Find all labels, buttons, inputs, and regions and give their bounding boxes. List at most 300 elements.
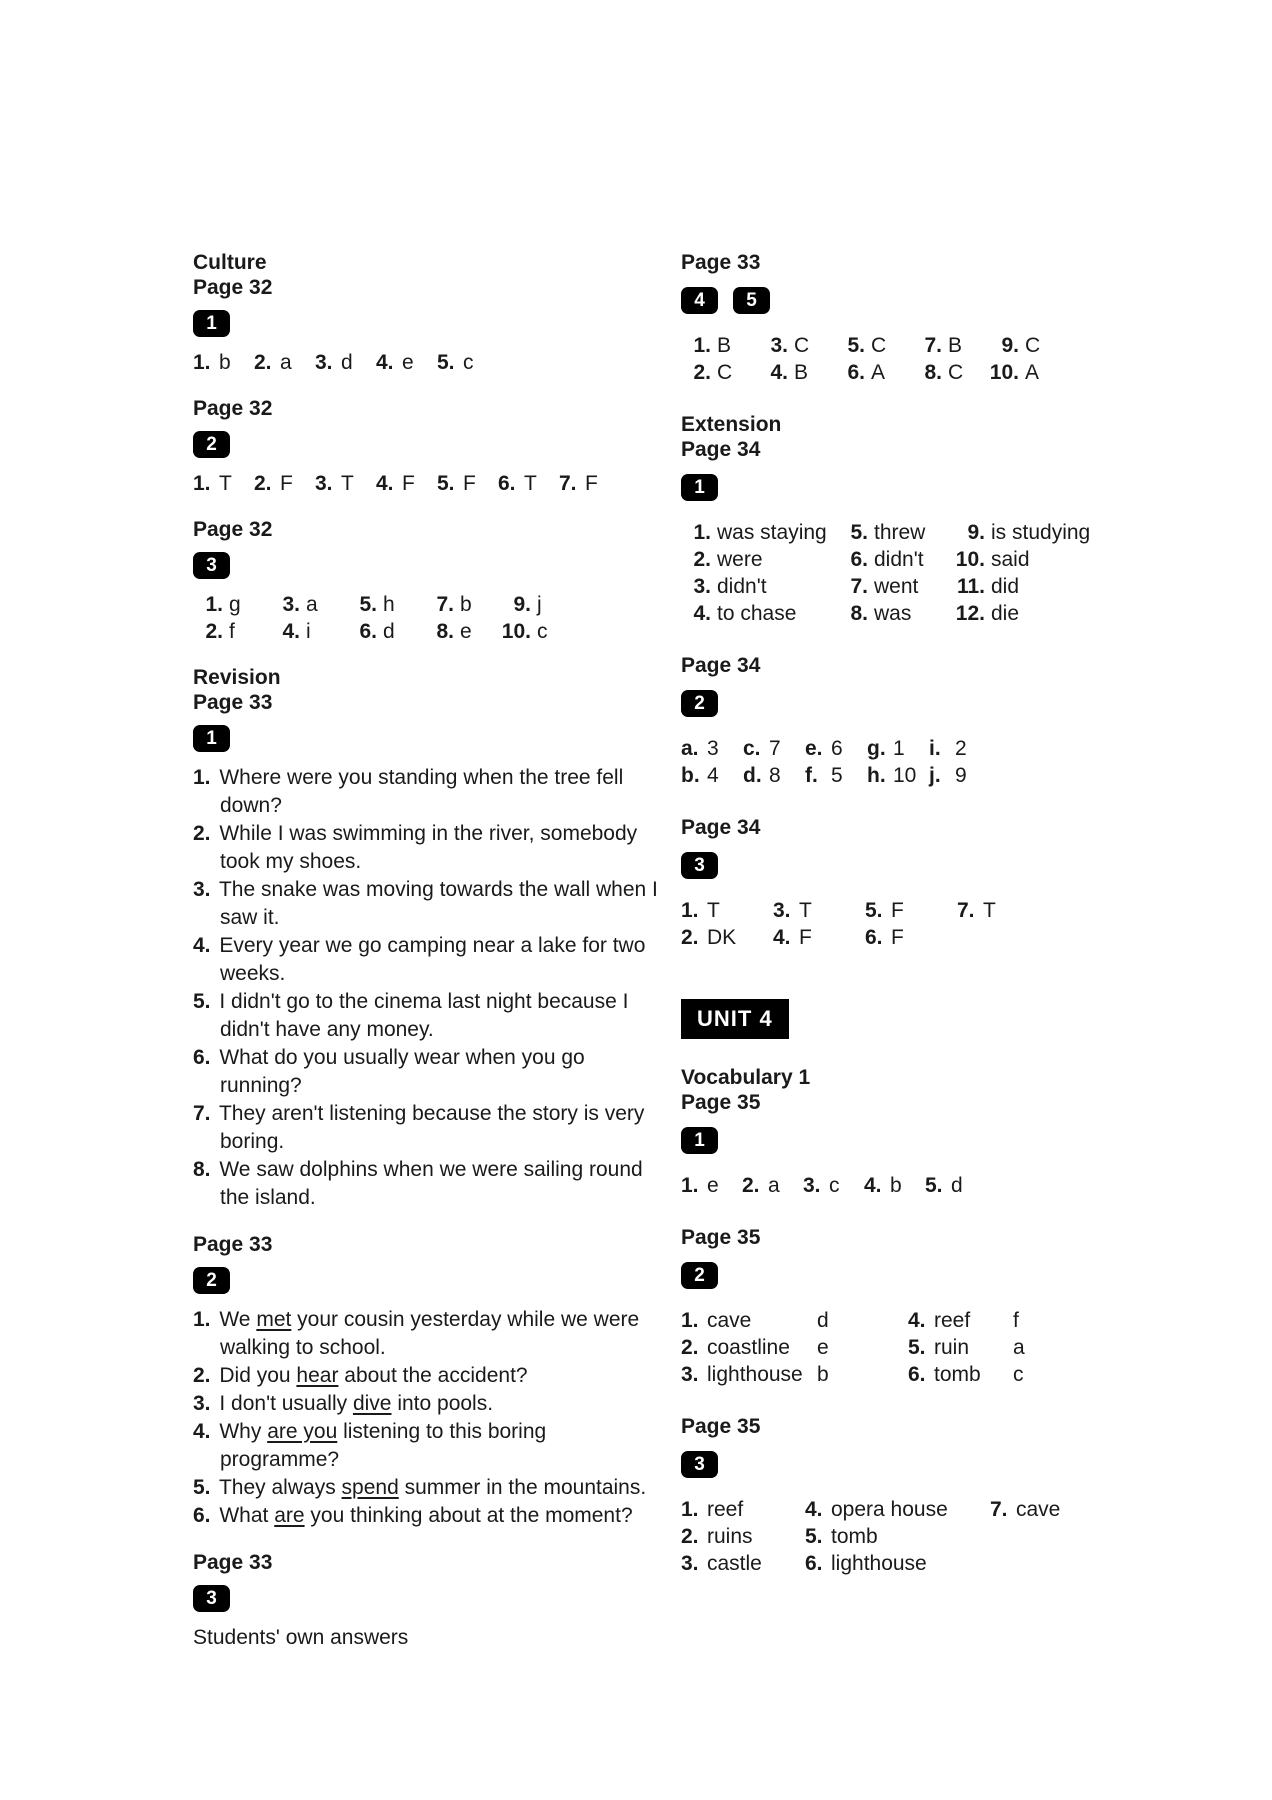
answer-value: reef — [934, 1309, 971, 1332]
answer-value: b — [460, 593, 472, 616]
answer-number: b. — [681, 764, 700, 787]
answer-value: said — [991, 548, 1030, 571]
answer-value: B — [717, 334, 732, 357]
answer-number: 2. — [681, 1525, 699, 1548]
answer-number: i. — [929, 737, 941, 760]
sentence-number: 1. — [193, 1308, 211, 1331]
answer-cell — [681, 735, 743, 762]
answer-number: 4. — [693, 602, 711, 625]
answer-cell — [681, 762, 743, 789]
answer-number: 10. — [989, 361, 1019, 384]
answer-cell — [742, 1172, 803, 1199]
answer-number: 7. — [957, 899, 975, 922]
underlined-word: hear — [296, 1364, 339, 1387]
match-letter-cell — [817, 1334, 908, 1361]
answer-number: 4. — [805, 1498, 823, 1521]
answer-cell — [681, 1523, 805, 1550]
answer-row — [681, 600, 1141, 627]
answer-cell — [270, 618, 347, 645]
answer-cell — [805, 1523, 990, 1550]
answer-number: 7. — [850, 575, 868, 598]
answer-value: 4 — [707, 764, 719, 787]
answer-number: 3. — [681, 1363, 699, 1386]
answer-cell — [315, 470, 376, 497]
answer-value: F — [891, 899, 904, 922]
answer-value: B — [794, 361, 809, 384]
answer-row — [681, 519, 1141, 546]
answer-value: F — [402, 472, 415, 495]
answer-value: 8 — [769, 764, 781, 787]
answer-cell — [838, 573, 955, 600]
answer-value: is studying — [991, 521, 1091, 544]
answer-number: 2. — [681, 1336, 699, 1359]
exercise-number-badge: 5 — [733, 287, 770, 314]
answer-row — [681, 897, 1141, 924]
answer-value: opera house — [831, 1498, 948, 1521]
exercise-badges — [193, 552, 670, 579]
answer-value: F — [891, 926, 904, 949]
answer-value: c — [463, 351, 474, 374]
answer-number: 1. — [681, 899, 699, 922]
answer-cell — [681, 1172, 742, 1199]
answer-number: f. — [805, 764, 818, 787]
answer-cell — [912, 359, 989, 386]
underlined-word: are you — [267, 1420, 338, 1443]
answer-cell — [805, 1550, 990, 1577]
sentence-text: Every year we go camping near a lake for two weeks. — [219, 934, 646, 985]
answer-row — [681, 1334, 1141, 1361]
answer-value: 1 — [893, 737, 905, 760]
section-heading: Extension — [681, 413, 782, 436]
answer-number: 9. — [513, 593, 531, 616]
sentence-item — [193, 1100, 670, 1156]
page-ref: Page 33 — [681, 251, 761, 274]
answer-number: 8. — [436, 620, 454, 643]
answer-grid — [681, 519, 1141, 627]
answer-row — [193, 349, 670, 376]
sentence-number: 2. — [193, 822, 211, 845]
section-heading: Revision — [193, 666, 281, 689]
page-ref: Page 34 — [681, 438, 761, 461]
answer-cell — [376, 349, 437, 376]
answer-number: 2. — [693, 361, 711, 384]
answer-number: j. — [929, 764, 941, 787]
sentence-item — [193, 876, 670, 932]
answer-row — [681, 1550, 1141, 1577]
exercise-badges — [681, 474, 1141, 501]
answer-cell — [681, 1334, 817, 1361]
sentence-text: about the accident? — [338, 1364, 528, 1387]
answer-value: 5 — [831, 764, 843, 787]
answer-cell — [990, 1496, 1060, 1523]
answer-cell — [805, 735, 867, 762]
note-text: Students' own answers — [193, 1626, 409, 1649]
answer-number: 3. — [282, 593, 300, 616]
answer-row — [681, 1307, 1141, 1334]
answer-number: 4. — [773, 926, 791, 949]
answer-value: F — [463, 472, 476, 495]
answer-value: 7 — [769, 737, 781, 760]
answer-cell — [867, 762, 929, 789]
answer-number: 5. — [908, 1336, 926, 1359]
answer-value: C — [717, 361, 733, 384]
sentence-number: 6. — [193, 1504, 211, 1527]
answer-value: A — [1025, 361, 1040, 384]
sentence-text: We saw dolphins when we were sailing round the island. — [219, 1158, 643, 1209]
answer-value: a — [280, 351, 292, 374]
answer-cell — [559, 470, 620, 497]
answer-value: coastline — [707, 1336, 790, 1359]
answer-row — [681, 359, 1141, 386]
answer-number: 9. — [1001, 334, 1019, 357]
match-letter-cell — [817, 1307, 908, 1334]
answer-number: 10. — [501, 620, 531, 643]
page-ref: Page 32 — [193, 397, 273, 420]
exercise-number-badge: 1 — [193, 310, 230, 337]
answer-value: did — [991, 575, 1020, 598]
answer-cell — [925, 1172, 986, 1199]
sentence-item — [193, 1474, 670, 1502]
answer-cell — [681, 1550, 805, 1577]
answer-cell — [838, 600, 955, 627]
answer-number: 9. — [967, 521, 985, 544]
answer-cell — [254, 470, 315, 497]
answer-grid — [681, 897, 1141, 951]
answer-cell — [912, 332, 989, 359]
answer-number: 1. — [193, 472, 211, 495]
answer-number: 10. — [955, 548, 985, 571]
exercise-badges — [681, 1127, 1141, 1154]
answer-row — [681, 1172, 1141, 1199]
answer-value: ruins — [707, 1525, 753, 1548]
answer-number: 6. — [847, 361, 865, 384]
exercise-number-badge: 1 — [681, 474, 718, 501]
answer-cell — [758, 359, 835, 386]
page-ref: Page 33 — [193, 1551, 273, 1574]
answer-value: c — [537, 620, 548, 643]
answer-row — [681, 573, 1141, 600]
answer-cell — [864, 1172, 925, 1199]
section-heading: Culture — [193, 251, 267, 274]
page-ref: Page 34 — [681, 816, 761, 839]
answer-cell — [758, 332, 835, 359]
answer-row — [681, 1496, 1141, 1523]
answer-value: to chase — [717, 602, 797, 625]
answer-cell — [254, 349, 315, 376]
page-ref: Page 34 — [681, 654, 761, 677]
page-ref: Page 32 — [193, 276, 273, 299]
answer-number: 6. — [498, 472, 516, 495]
answer-number: g. — [867, 737, 886, 760]
underlined-word: met — [256, 1308, 292, 1331]
answer-value: was staying — [717, 521, 827, 544]
match-letter-cell — [1013, 1361, 1024, 1388]
answer-number: 3. — [315, 351, 333, 374]
answer-number: h. — [867, 764, 886, 787]
sentence-item — [193, 820, 670, 876]
answer-value: A — [871, 361, 886, 384]
answer-number: 3. — [315, 472, 333, 495]
page-ref: Page 33 — [193, 1233, 273, 1256]
answer-cell — [805, 762, 867, 789]
match-letter: a — [1013, 1336, 1025, 1359]
answer-number: 6. — [850, 548, 868, 571]
answer-cell — [865, 897, 957, 924]
answer-number: 4. — [864, 1174, 882, 1197]
answer-cell — [347, 591, 424, 618]
sentence-number: 7. — [193, 1102, 211, 1125]
answer-cell — [437, 349, 498, 376]
answer-value: d — [341, 351, 353, 374]
answer-value: castle — [707, 1552, 762, 1575]
sentence-text: Where were you standing when the tree fell down? — [219, 766, 624, 817]
answer-value: d — [951, 1174, 963, 1197]
unit-banner: UNIT 4 — [681, 999, 789, 1039]
page-ref: Page 35 — [681, 1091, 761, 1114]
answer-value: tomb — [934, 1363, 981, 1386]
answer-number: 6. — [865, 926, 883, 949]
answer-value: 6 — [831, 737, 843, 760]
answer-number: 1. — [193, 351, 211, 374]
answer-number: c. — [743, 737, 761, 760]
answer-cell — [681, 1361, 817, 1388]
sentence-item — [193, 764, 670, 820]
match-answer-grid — [681, 1307, 1141, 1388]
sentence-item — [193, 1156, 670, 1212]
answer-cell — [193, 618, 270, 645]
sentence-item — [193, 1306, 670, 1362]
answer-number: 1. — [693, 334, 711, 357]
exercise-number-badge: 3 — [681, 852, 718, 879]
answer-cell — [681, 546, 838, 573]
answer-cell — [929, 762, 991, 789]
match-letter: b — [817, 1363, 829, 1386]
answer-cell — [908, 1307, 1013, 1334]
exercise-badges — [193, 310, 670, 337]
sentence-number: 5. — [193, 1476, 211, 1499]
answer-number: 1. — [681, 1498, 699, 1521]
answer-cell — [957, 897, 1049, 924]
answer-value: h — [383, 593, 395, 616]
answer-row — [193, 470, 670, 497]
sentence-item — [193, 1044, 670, 1100]
answer-cell — [501, 591, 578, 618]
answer-cell — [270, 591, 347, 618]
answer-number: 12. — [955, 602, 985, 625]
answer-value: didn't — [717, 575, 767, 598]
sentence-number: 3. — [193, 1392, 211, 1415]
answer-cell — [867, 735, 929, 762]
sentence-item — [193, 1418, 670, 1474]
answer-value: didn't — [874, 548, 924, 571]
answer-value: DK — [707, 926, 737, 949]
answer-value: cave — [707, 1309, 752, 1332]
answer-grid — [193, 470, 670, 497]
sentence-number: 8. — [193, 1158, 211, 1181]
sentence-text: you thinking about at the moment? — [304, 1504, 633, 1527]
exercise-number-badge: 3 — [193, 552, 230, 579]
sentence-text: Why — [219, 1420, 268, 1443]
exercise-number-badge: 1 — [193, 725, 230, 752]
exercise-number-badge: 2 — [193, 431, 230, 458]
answer-number: 8. — [850, 602, 868, 625]
exercise-badges — [681, 1451, 1141, 1478]
match-letter-cell — [817, 1361, 908, 1388]
match-letter: c — [1013, 1363, 1024, 1386]
answer-cell — [908, 1361, 1013, 1388]
answer-number: 6. — [908, 1363, 926, 1386]
answer-value: 2 — [955, 737, 967, 760]
answer-cell — [838, 519, 955, 546]
answer-grid — [193, 349, 670, 376]
answer-cell — [773, 924, 865, 951]
sentence-text: The snake was moving towards the wall when I saw it. — [218, 878, 658, 929]
answer-cell — [929, 735, 991, 762]
answer-cell — [803, 1172, 864, 1199]
answer-number: 2. — [254, 472, 272, 495]
answer-number: 4. — [376, 472, 394, 495]
answer-number: 8. — [924, 361, 942, 384]
answer-grid — [193, 591, 670, 645]
answer-cell — [989, 359, 1066, 386]
right-column — [681, 250, 1141, 1577]
answer-number: 1. — [681, 1174, 699, 1197]
answer-number: 5. — [359, 593, 377, 616]
answer-value: a — [768, 1174, 780, 1197]
answer-value: g — [229, 593, 241, 616]
answer-cell — [743, 762, 805, 789]
answer-value: d — [383, 620, 395, 643]
sentence-item — [193, 1502, 670, 1530]
sentence-text: Did you — [219, 1364, 297, 1387]
match-letter-cell — [1013, 1307, 1019, 1334]
sentence-text: We — [219, 1308, 257, 1331]
answer-cell — [989, 332, 1066, 359]
answer-cell — [424, 591, 501, 618]
answer-row — [681, 1361, 1141, 1388]
answer-value: T — [707, 899, 720, 922]
answer-cell — [424, 618, 501, 645]
exercise-badges — [681, 690, 1141, 717]
exercise-number-badge: 4 — [681, 287, 718, 314]
answer-value: F — [585, 472, 598, 495]
answer-value: e — [402, 351, 414, 374]
answer-cell — [773, 897, 865, 924]
answer-cell — [498, 470, 559, 497]
answer-cell — [835, 359, 912, 386]
answer-row — [681, 332, 1141, 359]
answer-value: lighthouse — [707, 1363, 803, 1386]
answer-cell — [681, 924, 773, 951]
page-ref: Page 35 — [681, 1415, 761, 1438]
left-column — [193, 250, 670, 1651]
answer-value: i — [306, 620, 311, 643]
answer-number: a. — [681, 737, 699, 760]
sentence-number: 4. — [193, 1420, 211, 1443]
sentence-text: While I was swimming in the river, somebody took my shoes. — [219, 822, 638, 873]
answer-number: 5. — [805, 1525, 823, 1548]
answer-value: C — [948, 361, 964, 384]
answer-number: 2. — [681, 926, 699, 949]
exercise-badges — [681, 1262, 1141, 1289]
answer-sentences — [193, 1306, 670, 1530]
answer-value: T — [341, 472, 354, 495]
answer-cell — [193, 591, 270, 618]
exercise-badges — [193, 431, 670, 458]
answer-value: T — [799, 899, 812, 922]
answer-cell — [376, 470, 437, 497]
answer-number: 5. — [847, 334, 865, 357]
answer-grid — [681, 735, 1141, 789]
answer-cell — [193, 470, 254, 497]
answer-number: 5. — [437, 351, 455, 374]
answer-number: e. — [805, 737, 823, 760]
match-letter: f — [1013, 1309, 1019, 1332]
answer-value: C — [871, 334, 887, 357]
sentence-number: 3. — [193, 878, 211, 901]
answer-value: T — [983, 899, 996, 922]
answer-value: went — [874, 575, 919, 598]
answer-row — [193, 618, 670, 645]
answer-number: 7. — [436, 593, 454, 616]
answer-number: 11. — [956, 575, 985, 598]
answer-number: 7. — [990, 1498, 1008, 1521]
answer-value: c — [829, 1174, 840, 1197]
answer-value: b — [890, 1174, 902, 1197]
exercise-badges — [681, 852, 1141, 879]
answer-cell — [315, 349, 376, 376]
sentence-text: I didn't go to the cinema last night because I didn't have any money. — [219, 990, 629, 1041]
sentence-text: summer in the mountains. — [398, 1476, 647, 1499]
answer-row — [681, 924, 1141, 951]
answer-number: 2. — [693, 548, 711, 571]
answer-value: e — [707, 1174, 719, 1197]
page-ref: Page 33 — [193, 691, 273, 714]
sentence-number: 6. — [193, 1046, 211, 1069]
answer-cell — [955, 600, 1019, 627]
answer-number: 5. — [850, 521, 868, 544]
answer-cell — [681, 1307, 817, 1334]
answer-value: reef — [707, 1498, 744, 1521]
answer-cell — [681, 359, 758, 386]
answer-number: 5. — [865, 899, 883, 922]
exercise-badges — [681, 287, 1141, 314]
page-ref: Page 35 — [681, 1226, 761, 1249]
answer-grid — [681, 332, 1141, 386]
exercise-number-badge: 3 — [193, 1585, 230, 1612]
underlined-word: dive — [352, 1392, 392, 1415]
exercise-number-badge: 2 — [681, 690, 718, 717]
answer-row — [681, 546, 1141, 573]
answer-cell — [437, 470, 498, 497]
answer-number: 3. — [693, 575, 711, 598]
sentence-number: 2. — [193, 1364, 211, 1387]
sentence-item — [193, 932, 670, 988]
answer-cell — [193, 349, 254, 376]
sentence-text: I don't usually — [219, 1392, 353, 1415]
exercise-badges — [193, 1585, 670, 1612]
answer-number: 7. — [924, 334, 942, 357]
answer-value: T — [524, 472, 537, 495]
answer-number: 2. — [254, 351, 272, 374]
answer-number: 4. — [770, 361, 788, 384]
answer-number: 1. — [681, 1309, 699, 1332]
match-letter-cell — [1013, 1334, 1025, 1361]
answer-cell — [681, 1496, 805, 1523]
answer-cell — [681, 897, 773, 924]
answer-cell — [835, 332, 912, 359]
answer-number: 5. — [437, 472, 455, 495]
